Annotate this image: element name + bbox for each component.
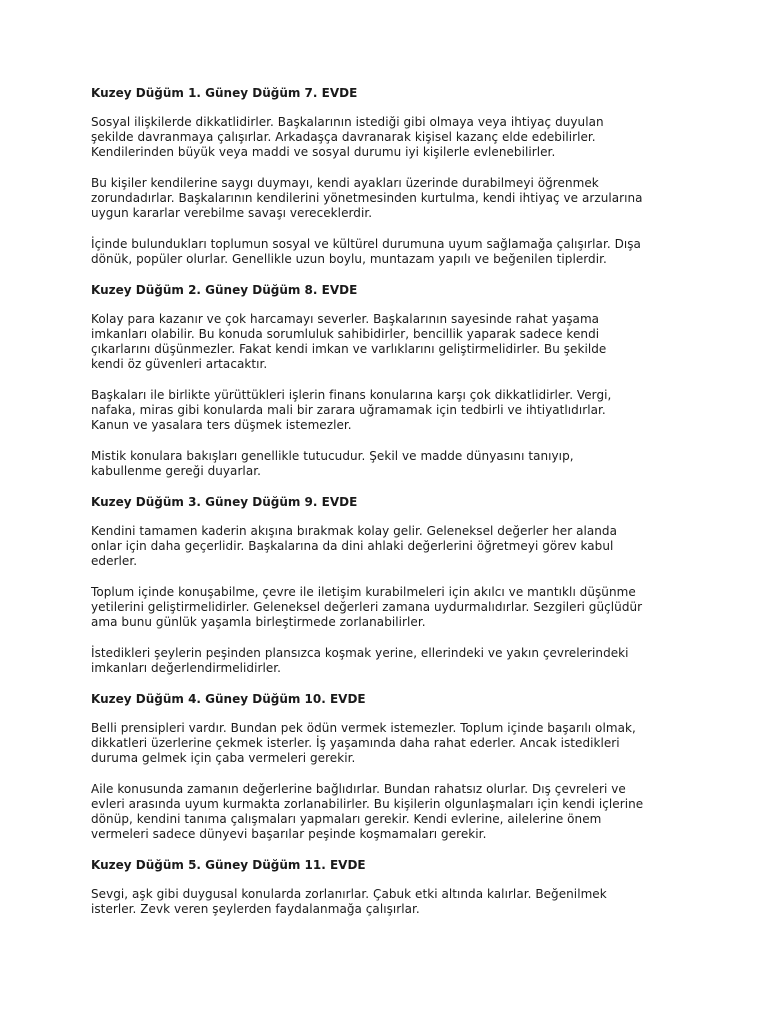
section-node-4-10 — [91, 692, 691, 842]
paragraph: Mistik konulara bakışları genellikle tutucudur. Şekil ve madde dünyasını tanıyıp, kabullenme gereği duyarlar. — [91, 449, 574, 478]
section-heading: Kuzey Düğüm 1. Güney Düğüm 7. EVDE — [91, 86, 358, 100]
section-heading: Kuzey Düğüm 5. Güney Düğüm 11. EVDE — [91, 858, 366, 872]
section-node-2-8 — [91, 283, 691, 479]
paragraph: Başkaları ile birlikte yürüttükleri işlerin finans konularına karşı çok dikkatlidirler. Vergi, nafaka, miras gibi konularda mali bir zarara uğramamak için tedbirli ve ihtiyatlıdırlar. Kanun ve yasalara ters düşmek istemezler. — [91, 388, 612, 432]
section-node-3-9 — [91, 495, 691, 676]
paragraph: Sevgi, aşk gibi duygusal konularda zorlanırlar. Çabuk etki altında kalırlar. Beğenilmek isterler. Zevk veren şeylerden faydalanmağa çalışırlar. — [91, 887, 607, 916]
paragraph: Belli prensipleri vardır. Bundan pek ödün vermek istemezler. Toplum içinde başarılı olmak, dikkatleri üzerlerine çekmek isterler. İş yaşamında daha rahat ederler. Ancak istedikleri duruma gelmek için çaba vermeleri gerekir. — [91, 721, 636, 765]
paragraph: Bu kişiler kendilerine saygı duymayı, kendi ayakları üzerinde durabilmeyi öğrenmek zorundadırlar. Başkalarının kendilerini yönetmesinden kurtulma, kendi ihtiyaç ve arzularına uygun kararlar verebilme savaşı vereceklerdir. — [91, 176, 643, 220]
paragraph: İstedikleri şeylerin peşinden plansızca koşmak yerine, ellerindeki ve yakın çevrelerindeki imkanları değerlendirmelidirler. — [91, 646, 629, 675]
section-heading: Kuzey Düğüm 2. Güney Düğüm 8. EVDE — [91, 283, 358, 297]
section-node-5-11 — [91, 858, 691, 917]
paragraph: Sosyal ilişkilerde dikkatlidirler. Başkalarının istediği gibi olmaya veya ihtiyaç duyulan şekilde davranmaya çalışırlar. Arkadaşça davranarak kişisel kazanç elde edebilirler. Kendilerinden büyük veya maddi ve sosyal durumu iyi kişilerle evlenebilirler. — [91, 115, 604, 159]
paragraph: Aile konusunda zamanın değerlerine bağlıdırlar. Bundan rahatsız olurlar. Dış çevreleri ve evleri arasında uyum kurmakta zorlanabilirler. Bu kişilerin olgunlaşmaları için kendi içlerine dönüp, kendini tanıma çalışmaları yapmaları gerekir. Kendi evlerine, ailelerine önem vermeleri sadece dünyevi başarılar peşinde koşmamaları gerekir. — [91, 782, 644, 841]
section-heading: Kuzey Düğüm 4. Güney Düğüm 10. EVDE — [91, 692, 366, 706]
paragraph: İçinde bulundukları toplumun sosyal ve kültürel durumuna uyum sağlamağa çalışırlar. Dışa dönük, popüler olurlar. Genellikle uzun boylu, muntazam yapılı ve beğenilen tiplerdir. — [91, 237, 641, 266]
paragraph: Kolay para kazanır ve çok harcamayı severler. Başkalarının sayesinde rahat yaşama imkanları olabilir. Bu konuda sorumluluk sahibidirler, bencillik yaparak sadece kendi çıkarlarını düşünmezler. Fakat kendi imkan ve varlıklarını geliştirmelidirler. Bu şekilde kendi öz güvenleri artacaktır. — [91, 312, 607, 371]
section-heading: Kuzey Düğüm 3. Güney Düğüm 9. EVDE — [91, 495, 358, 509]
paragraph: Toplum içinde konuşabilme, çevre ile iletişim kurabilmeleri için akılcı ve mantıklı düşünme yetilerini geliştirmelidirler. Geleneksel değerleri zamana uydurmalıdırlar. Sezgileri güçlüdür ama bunu günlük yaşamla birleştirmede zorlanabilirler. — [91, 585, 643, 629]
paragraph: Kendini tamamen kaderin akışına bırakmak kolay gelir. Geleneksel değerler her alanda onlar için daha geçerlidir. Başkalarına da dini ahlaki değerlerini öğretmeyi görev kabul ederler. — [91, 524, 617, 568]
section-node-1-7 — [91, 86, 691, 267]
document-page — [91, 86, 691, 933]
